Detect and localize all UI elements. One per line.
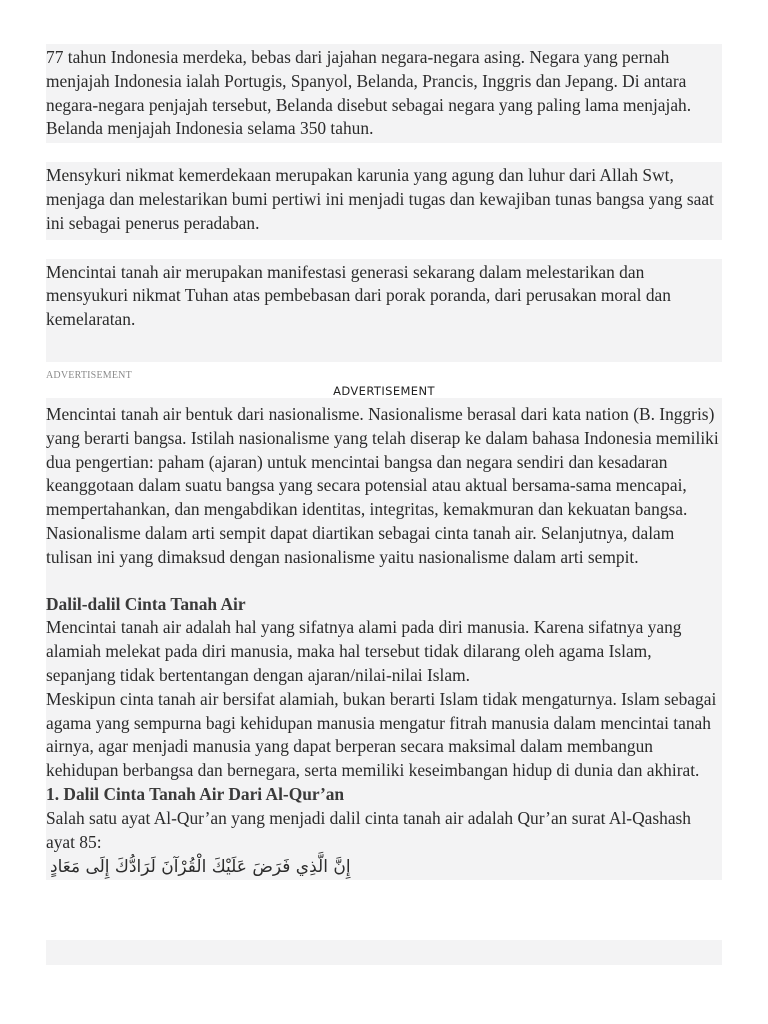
paragraph-quran-intro: Salah satu ayat Al-Qur’an yang menjadi dalil cinta tanah air adalah Qur’an surat Al-Qashash ayat 85: bbox=[46, 807, 692, 852]
advertisement-label-small: ADVERTISEMENT bbox=[46, 369, 132, 381]
paragraph-gap bbox=[46, 143, 722, 162]
paragraph-nationalism: Mencintai tanah air bentuk dari nasionalisme. Nasionalisme berasal dari kata nation (B. Inggris) yang berarti bangsa. Istilah nasionalisme yang telah diserap ke dalam bahasa Indonesia memiliki dua pengertian: paham (ajaran) untuk mencintai bangsa dan negara sendiri dan kesadaran keanggotaan dalam suatu bangsa yang secara potensial atau aktual bersama-sama mencapai, mempertahankan, dan mengabdikan identitas, integritas, kemakmuran dan kekuatan bangsa. Nasionalisme dalam arti sempit dapat diartikan sebagai cinta tanah air. Selanjutnya, dalam tulisan ini yang dimaksud dengan nasionalisme yaitu nasionalisme dalam arti sempit. bbox=[46, 403, 719, 567]
paragraph-independence: 77 tahun Indonesia merdeka, bebas dari jajahan negara-negara asing. Negara yang pernah menjajah Indonesia ialah Portugis, Spanyol, Belanda, Prancis, Inggris dan Jepang. Di antara negara-negara penjajah tersebut, Belanda disebut sebagai negara yang paling lama menjajah. Belanda menjajah Indonesia selama 350 tahun. bbox=[46, 44, 722, 143]
section-heading-dalil: Dalil-dalil Cinta Tanah Air bbox=[46, 593, 246, 614]
paragraph-gratitude: Mensykuri nikmat kemerdekaan merupakan karunia yang agung dan luhur dari Allah Swt, menjaga dan melestarikan bumi pertiwi ini menjadi tugas dan kewajiban tunas bangsa yang saat ini sebagai penerus peradaban. bbox=[46, 162, 722, 239]
article-body bbox=[46, 44, 722, 880]
paragraph-manifestation: Mencintai tanah air merupakan manifestasi generasi sekarang dalam melestarikan dan mensyukuri nikmat Tuhan atas pembebasan dari porak poranda, dari perusakan moral dan kemelaratan. bbox=[46, 259, 722, 362]
bottom-content-bar bbox=[46, 940, 722, 965]
paragraph-gap bbox=[46, 240, 722, 259]
paragraph-dalil-natural: Mencintai tanah air adalah hal yang sifatnya alami pada diri manusia. Karena sifatnya yang alamiah melekat pada diri manusia, maka hal tersebut tidak dilarang oleh agama Islam, sepanjang tidak bertentangan dengan ajaran/nilai-nilai Islam. bbox=[46, 617, 682, 685]
paragraph-dalil-islam: Meskipun cinta tanah air bersifat alamiah, bukan berarti Islam tidak mengaturnya. Islam sebagai agama yang sempurna bagi kehidupan manusia mengatur fitrah manusia dalam mencintai tanah airnya, agar menjadi manusia yang dapat berperan secara maksimal dalam membangun kehidupan berbangsa dan bernegara, serta memiliki keseimbangan hidup di dunia dan akhirat. bbox=[46, 688, 717, 781]
main-content bbox=[46, 398, 722, 880]
advertisement-label: ADVERTISEMENT bbox=[333, 383, 435, 398]
section-spacer bbox=[46, 570, 722, 593]
arabic-verse: إِنَّ الَّذِي فَرَضَ عَلَيْكَ الْقُرْآنَ لَرَادُّكَ إِلَى مَعَادٍ bbox=[50, 857, 351, 878]
section-heading-quran: 1. Dalil Cinta Tanah Air Dari Al-Qur’an bbox=[46, 783, 345, 804]
